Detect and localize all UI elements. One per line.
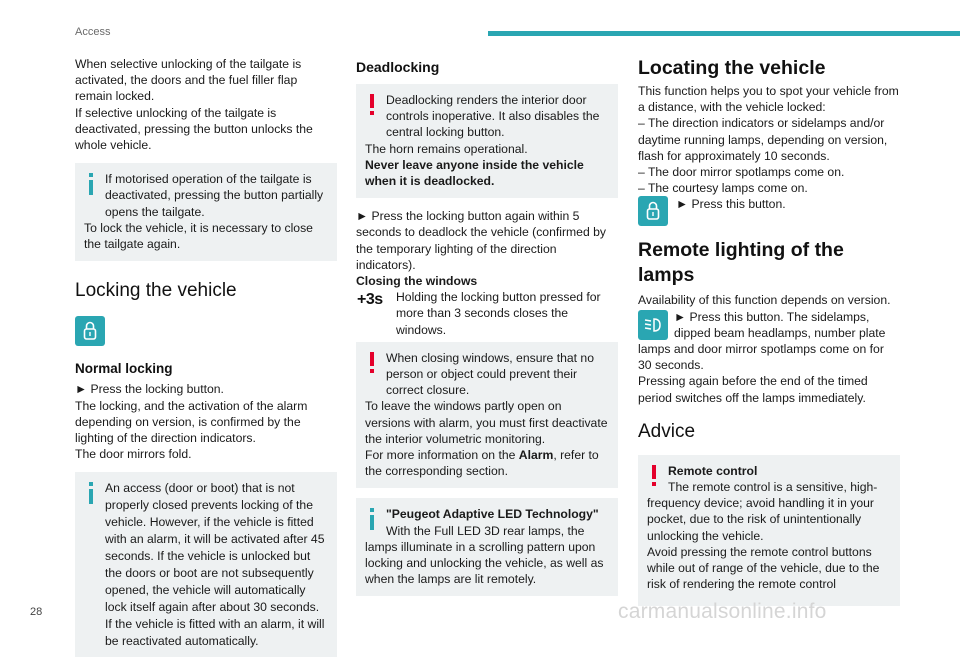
locating-vehicle-heading: Locating the vehicle: [638, 57, 826, 79]
remote-control-text-2: Avoid pressing the remote control buttons while out of range of the vehicle, due to the risk of rendering the remote control: [647, 544, 880, 592]
info-icon: [365, 508, 379, 530]
warning-windows-more: For more information on the Alarm, refer to the corresponding section.: [365, 448, 599, 479]
info-note-access: [75, 472, 337, 657]
closing-windows-row: [356, 289, 618, 338]
note-access-text: An access (door or boot) that is not properly closed prevents locking of the vehicle. However, if the vehicle is fitted with an alarm, it will be activated after 45 seconds. If the vehicle is unlocked but the doors or boot are not subsequently opened, the vehicle will automatically lock itself again after about 30 seconds. If the vehicle is fitted with an alarm, it will be reactivated automatically.: [105, 481, 325, 649]
locating-item-1: – The direction indicators or sidelamps and/or daytime running lamps, depending on version, flash for approximately 10 seconds.: [638, 116, 888, 163]
lock-button-icon: [638, 196, 668, 226]
note-tailgate-text-2: To lock the vehicle, it is necessary to close the tailgate again.: [84, 220, 313, 252]
led-note-text: With the Full LED 3D rear lamps, the lamps illuminate in a scrolling pattern upon locking and unlocking the vehicle, as well as when the lamps are lit remotely.: [365, 523, 604, 587]
warning-deadlock-text: Deadlocking renders the interior door controls inoperative. It also disables the central locking button.: [386, 93, 600, 140]
watermark: carmanualsonline.info: [618, 600, 827, 623]
warning-windows-text-1: When closing windows, ensure that no person or object could prevent their correct closure.: [386, 350, 594, 398]
section-header: Access: [75, 26, 111, 38]
remote-lighting-heading: Remote lighting of the lamps: [638, 239, 844, 287]
warning-deadlock-bold: Never leave anyone inside the vehicle when it is deadlocked.: [365, 157, 584, 189]
plus-3s-icon: +3s: [356, 289, 389, 321]
closing-windows-text: Holding the locking button pressed for more than 3 seconds closes the windows.: [396, 290, 601, 337]
remote-availability: Availability of this function depends on version.: [638, 293, 891, 308]
advice-heading: Advice: [638, 420, 696, 442]
locating-intro: This function helps you to spot your vehicle from a distance, with the vehicle locked:: [638, 84, 899, 115]
column-3: [638, 56, 900, 606]
lock-button-icon: [75, 316, 105, 346]
led-note-title: "Peugeot Adaptive LED Technology": [386, 507, 599, 522]
locating-press-text: ► Press this button.: [676, 197, 786, 212]
column-1: [75, 56, 337, 657]
warning-windows-text-2: To leave the windows partly open on versions with alarm, you must first deactivate the interior volumetric monitoring.: [365, 399, 608, 446]
normal-locking-heading: Normal locking: [75, 361, 173, 377]
info-note-led: [356, 498, 618, 596]
remote-press-row: [638, 309, 900, 374]
intro-paragraph-2: If selective unlocking of the tailgate is deactivated, pressing the button unlocks the whole vehicle.: [75, 105, 313, 153]
remote-control-title: Remote control: [668, 463, 758, 478]
info-icon: [84, 482, 98, 504]
locking-vehicle-heading: Locking the vehicle: [75, 280, 237, 302]
remote-press-text: ► Press this button. The sidelamps, dipped beam headlamps, number plate lamps and door mirror spotlamps come on for 30 seconds.: [638, 309, 886, 373]
mirror-fold-text: The door mirrors fold.: [75, 447, 192, 462]
note-tailgate-text-1: If motorised operation of the tailgate is deactivated, pressing the button partially opens the tailgate.: [105, 172, 324, 219]
warning-note-windows: [356, 342, 618, 489]
deadlock-press-again: ► Press the locking button again within 5 seconds to deadlock the vehicle (confirmed by the temporary lighting of the direction indicators).: [356, 209, 606, 272]
column-2: [356, 56, 618, 596]
normal-locking-step: ► Press the locking button.: [75, 382, 224, 397]
warning-horn-text: The horn remains operational.: [365, 141, 528, 156]
normal-locking-text: The locking, and the activation of the alarm depending on version, is confirmed by the lighting of the direction indicators.: [75, 398, 308, 446]
remote-again-text: Pressing again before the end of the timed period switches off the lamps immediately.: [638, 374, 868, 405]
warning-icon: [365, 94, 379, 116]
locating-item-3: – The courtesy lamps come on.: [638, 181, 808, 196]
locating-item-2: – The door mirror spotlamps come on.: [638, 165, 845, 180]
warning-icon: [647, 465, 661, 487]
header-accent-bar: [488, 31, 960, 36]
page-number: 28: [30, 606, 43, 618]
intro-paragraph-1: When selective unlocking of the tailgate is activated, the doors and the fuel filler flap remain locked.: [75, 57, 302, 104]
info-icon: [84, 173, 98, 195]
locating-press-row: [638, 196, 900, 228]
closing-windows-heading: Closing the windows: [356, 274, 478, 289]
deadlocking-heading: Deadlocking: [356, 59, 440, 75]
alarm-reference: Alarm: [518, 448, 554, 463]
warning-note-remote: [638, 455, 900, 607]
headlamp-button-icon: [638, 310, 668, 340]
warning-note-deadlocking: [356, 84, 618, 198]
info-note-tailgate: [75, 163, 337, 261]
remote-control-text: The remote control is a sensitive, high-frequency device; avoid handling it in your pocket, due to the risk of unintentionally unlocking the vehicle.: [647, 480, 878, 543]
warning-icon: [365, 352, 379, 374]
